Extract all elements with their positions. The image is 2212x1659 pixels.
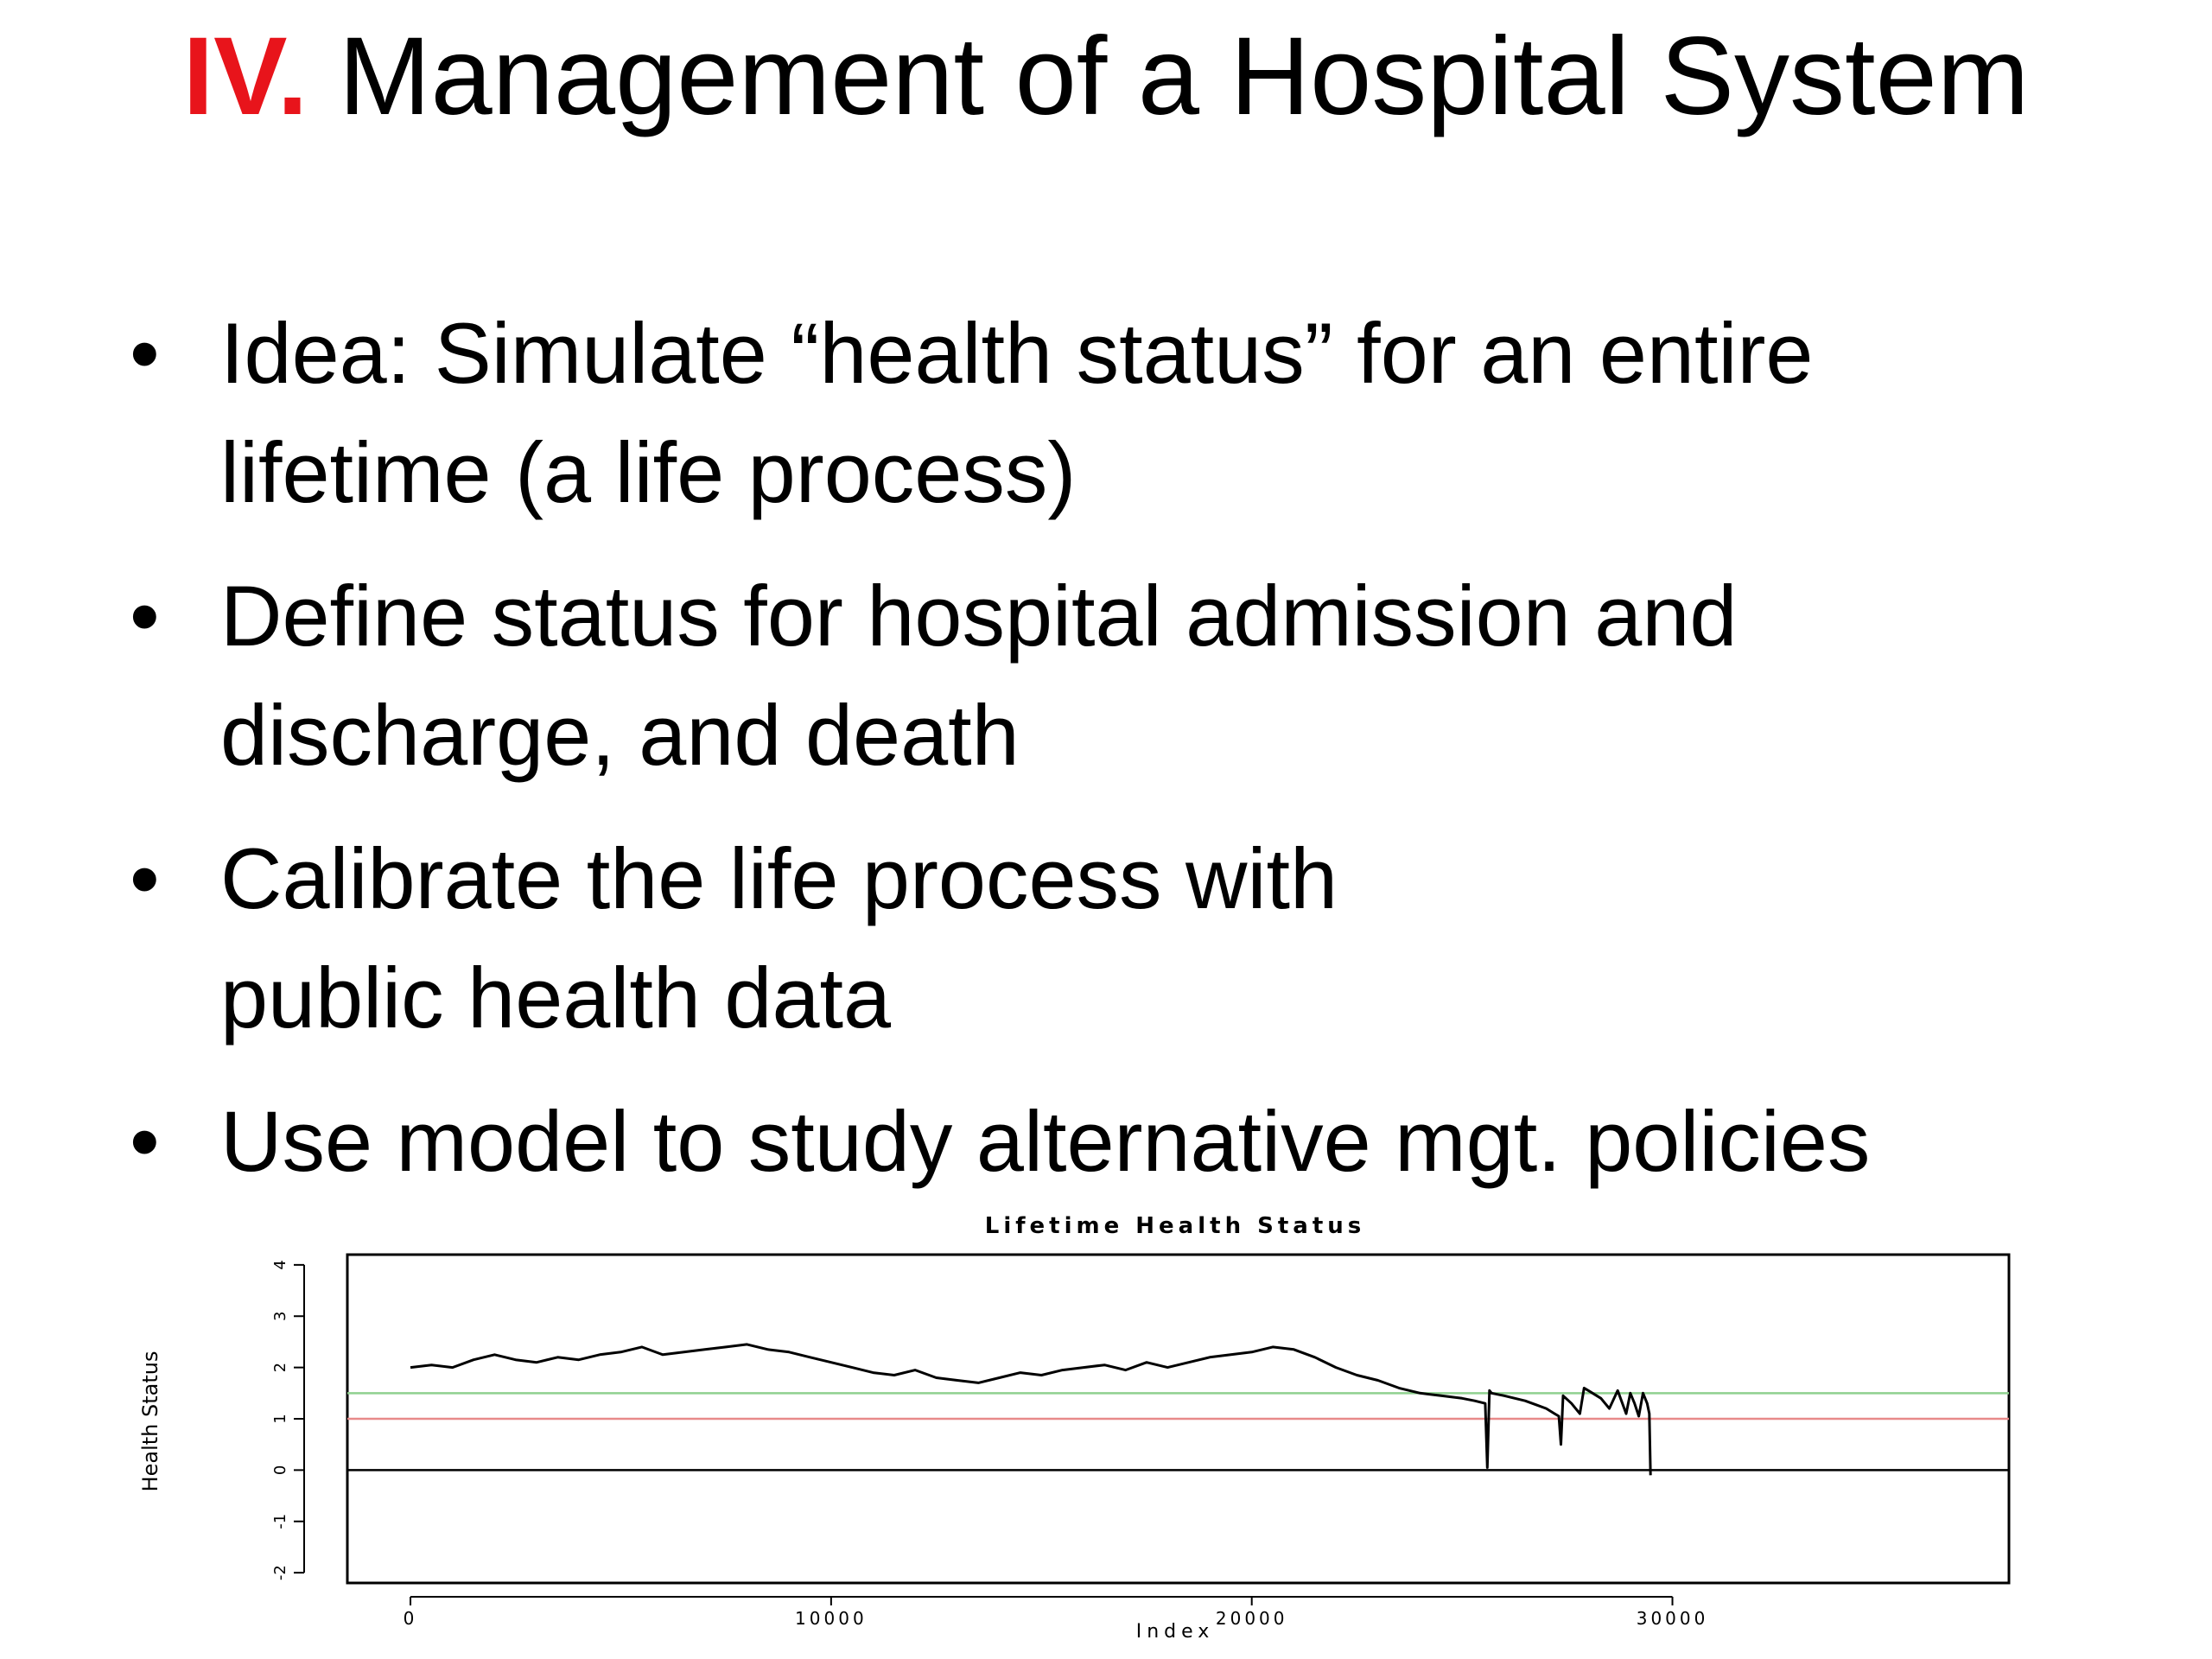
- health-status-chart: [112, 1214, 2100, 1646]
- title-text: Management of a Hospital System: [338, 15, 2030, 138]
- chart-xlabel: Index: [1135, 1621, 1215, 1643]
- slide-title: [0, 12, 2212, 142]
- y-tick-label: 4: [271, 1260, 289, 1270]
- bullet-item: [130, 294, 2117, 532]
- bullet-line: public health data: [220, 950, 892, 1046]
- y-tick-label: 1: [271, 1414, 289, 1424]
- bullet-line: Use model to study alternative mgt. policies: [220, 1093, 1871, 1189]
- y-tick-label: -1: [271, 1513, 289, 1529]
- bullet-dot-icon: •: [130, 568, 160, 664]
- chart-title: Lifetime Health Status: [984, 1214, 1366, 1239]
- x-tick-label: 30000: [1636, 1608, 1709, 1629]
- x-tick-label: 10000: [795, 1608, 868, 1629]
- y-tick-label: -2: [271, 1565, 289, 1581]
- bullet-dot-icon: •: [130, 1093, 160, 1189]
- x-tick-label: 20000: [1215, 1608, 1288, 1629]
- series-line: [410, 1344, 1650, 1475]
- chart-ylabel: Health Status: [138, 1351, 162, 1492]
- bullet-line: Idea: Simulate “health status” for an entire: [220, 305, 1814, 401]
- bullet-dot-icon: •: [130, 830, 160, 926]
- section-number: IV.: [182, 15, 308, 138]
- y-tick-label: 2: [271, 1362, 289, 1373]
- bullet-line: Calibrate the life process with: [220, 830, 1338, 926]
- bullet-item: [130, 819, 2117, 1058]
- bullet-line: discharge, and death: [220, 687, 1020, 783]
- bullet-item: [130, 1082, 2117, 1201]
- bullet-dot-icon: •: [130, 305, 160, 401]
- bullet-line: Define status for hospital admission and: [220, 568, 1738, 664]
- y-tick-label: 0: [271, 1465, 289, 1476]
- bullet-item: [130, 556, 2117, 795]
- y-tick-label: 3: [271, 1311, 289, 1321]
- bullet-list: [130, 294, 2117, 1225]
- x-tick-label: 0: [403, 1608, 418, 1629]
- plot-area: [271, 1255, 2009, 1629]
- bullet-line: lifetime (a life process): [220, 424, 1077, 520]
